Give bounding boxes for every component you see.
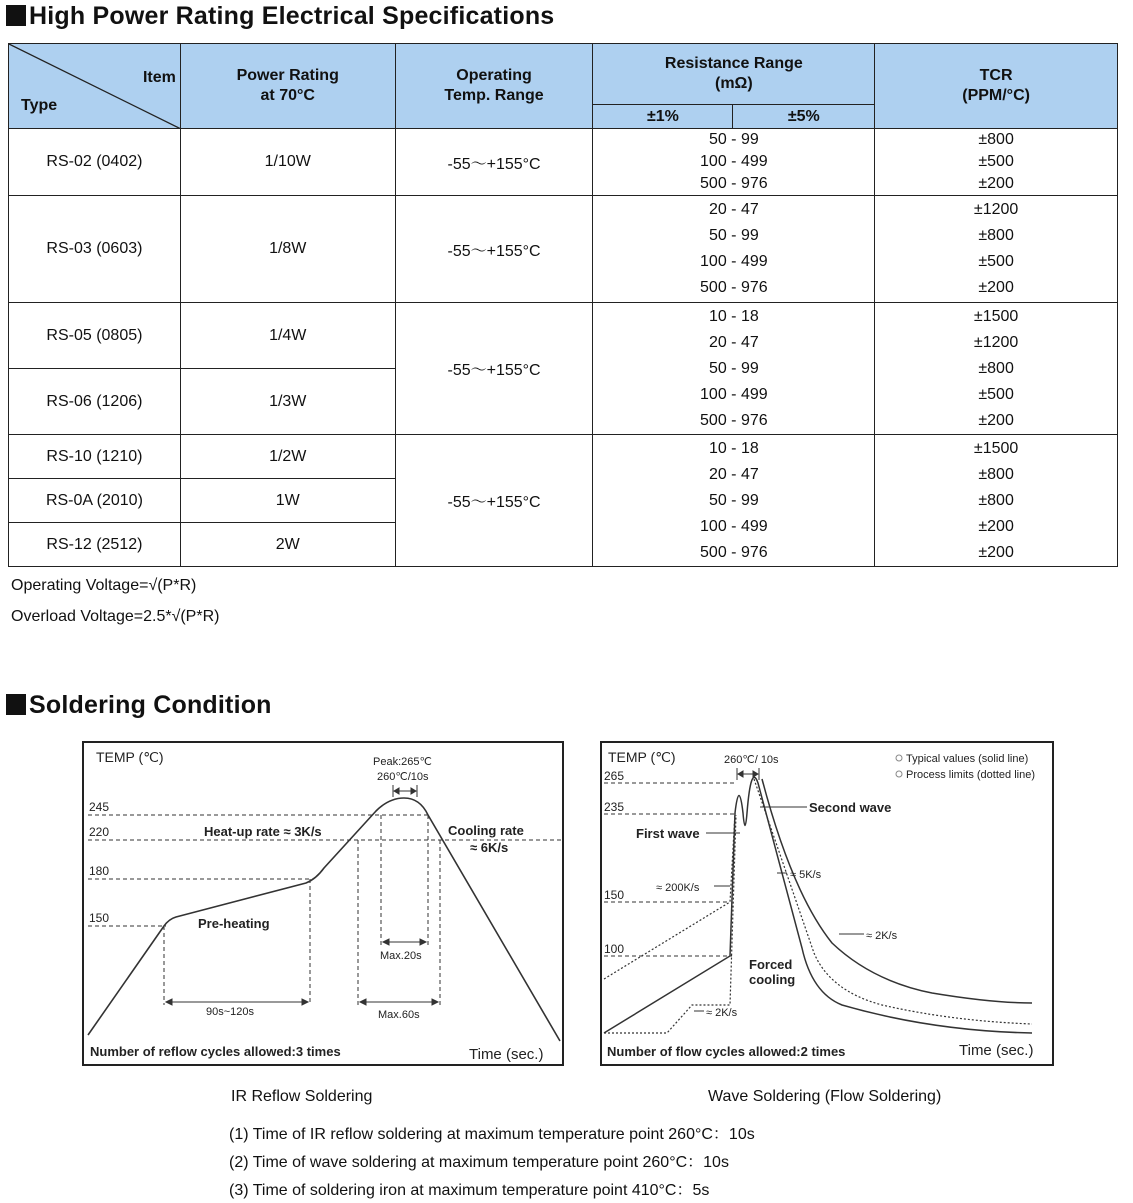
ir-cycles-label: Number of reflow cycles allowed:3 times	[90, 1044, 341, 1059]
temp-cell: -55～+155°C	[395, 196, 593, 303]
tcr-cell	[875, 303, 1118, 435]
res-5pct-header: ±5%	[733, 105, 875, 129]
type-cell: RS-02 (0402)	[9, 129, 181, 196]
tcr-value: ±500	[978, 385, 1014, 403]
resistance-range-value: 100 - 499	[700, 517, 768, 535]
tcr-value: ±200	[978, 517, 1014, 535]
resistance-range-value: 100 - 499	[700, 153, 768, 170]
resistance-header: Resistance Range (mΩ)	[593, 44, 875, 105]
wave-soldering-chart	[600, 741, 1054, 1066]
resistance-range-value: 50 - 99	[708, 227, 759, 244]
wave-tick-100: 100	[604, 942, 625, 956]
resistance-range-value: 500 - 976	[700, 175, 768, 192]
wave-5ks-label: ≈ 5K/s	[790, 869, 822, 881]
power-cell: 1W	[180, 479, 395, 523]
wave-first-label: First wave	[636, 826, 700, 841]
type-cell: RS-05 (0805)	[9, 303, 181, 369]
power-cell: 2W	[180, 523, 395, 567]
temp-header: Operating Temp. Range	[395, 44, 593, 129]
tcr-value: ±200	[978, 175, 1014, 192]
type-cell: RS-03 (0603)	[9, 196, 181, 303]
ir-caption: IR Reflow Soldering	[231, 1088, 373, 1105]
wave-200ks-label: ≈ 200K/s	[656, 882, 700, 894]
solder-note-3: (3) Time of soldering iron at maximum temperature point 410°C：5s	[229, 1182, 710, 1199]
type-label: Type	[21, 97, 58, 114]
spec-table	[8, 43, 1118, 567]
power-cell: 1/2W	[180, 435, 395, 479]
spec-row	[9, 196, 1118, 303]
spec-title: High Power Rating Electrical Specifications	[6, 2, 554, 31]
temp-cell: -55～+155°C	[395, 129, 593, 196]
tcr-value: ±800	[978, 227, 1014, 244]
tcr-value: ±200	[978, 279, 1014, 296]
wave-tick-150: 150	[604, 888, 625, 902]
type-cell: RS-0A (2010)	[9, 479, 181, 523]
ir-time-label: Time (sec.)	[469, 1046, 544, 1063]
res-1pct-header: ±1%	[593, 105, 733, 129]
resistance-range-cell	[593, 129, 875, 196]
tcr-value: ±800	[978, 465, 1014, 483]
tcr-value: ±800	[978, 359, 1014, 377]
wave-legend-limits: Process limits (dotted line)	[906, 769, 1035, 781]
wave-time-label: Time (sec.)	[959, 1042, 1034, 1059]
tcr-value: ±1500	[973, 439, 1019, 457]
tcr-cell	[875, 196, 1118, 303]
wave-second-label: Second wave	[809, 800, 892, 815]
wave-2ks-bottom-label: ≈ 2K/s	[706, 1007, 738, 1019]
ir-tick-220: 220	[89, 825, 110, 839]
tcr-value: ±500	[978, 153, 1014, 170]
wave-cycles-label: Number of flow cycles allowed:2 times	[607, 1044, 846, 1059]
overload-voltage-note: Overload Voltage=2.5*√(P*R)	[11, 608, 220, 625]
ir-peak-label: Peak:265℃	[373, 756, 432, 768]
temp-cell: -55～+155°C	[395, 435, 593, 567]
tcr-cell	[875, 435, 1118, 567]
wave-temp-label: TEMP (℃)	[608, 749, 676, 765]
legend-circle-icon	[896, 771, 902, 777]
resistance-range-value: 50 - 99	[708, 491, 759, 509]
ir-cooling-rate: ≈ 6K/s	[470, 840, 509, 855]
ir-tick-245: 245	[89, 800, 110, 814]
ir-heatup-label: Heat-up rate ≈ 3K/s	[204, 824, 322, 839]
type-cell: RS-12 (2512)	[9, 523, 181, 567]
wave-top-label: 260℃/ 10s	[724, 754, 779, 766]
ir-90-120-label: 90s~120s	[206, 1006, 255, 1018]
ir-preheat-label: Pre-heating	[198, 916, 270, 931]
spec-row	[9, 129, 1118, 196]
resistance-range-value: 20 - 47	[708, 201, 759, 218]
resistance-range-value: 50 - 99	[708, 131, 759, 148]
bullet-square-icon	[6, 5, 26, 26]
wave-caption: Wave Soldering (Flow Soldering)	[708, 1088, 942, 1105]
ir-tick-180: 180	[89, 864, 110, 878]
tcr-value: ±200	[978, 411, 1014, 429]
power-cell: 1/3W	[180, 369, 395, 435]
solder-title: Soldering Condition	[6, 691, 272, 720]
solder-note-1: (1) Time of IR reflow soldering at maximum temperature point 260°C：10s	[229, 1126, 755, 1143]
tcr-value: ±200	[978, 543, 1014, 561]
ir-temp-label: TEMP (℃)	[96, 749, 164, 765]
resistance-range-value: 20 - 47	[708, 465, 759, 483]
ir-max20-label: Max.20s	[380, 950, 422, 962]
resistance-range-value: 500 - 976	[700, 543, 768, 561]
spec-row	[9, 435, 1118, 479]
ir-max60-label: Max.60s	[378, 1009, 420, 1021]
legend-circle-icon	[896, 755, 902, 761]
ir-cooling-label: Cooling rate	[448, 823, 524, 838]
wave-tick-265: 265	[604, 769, 625, 783]
tcr-value: ±500	[978, 253, 1014, 270]
ir-reflow-chart	[82, 741, 564, 1066]
operating-voltage-note: Operating Voltage=√(P*R)	[11, 577, 197, 594]
resistance-range-value: 100 - 499	[700, 253, 768, 270]
tcr-value: ±800	[978, 131, 1014, 148]
tcr-value: ±1200	[973, 201, 1019, 218]
tcr-value: ±800	[978, 491, 1014, 509]
wave-tick-235: 235	[604, 800, 625, 814]
item-label: Item	[142, 69, 176, 86]
power-cell: 1/10W	[180, 129, 395, 196]
power-header: Power Rating at 70°C	[180, 44, 395, 129]
resistance-range-cell	[593, 435, 875, 567]
resistance-range-value: 500 - 976	[700, 411, 768, 429]
type-cell: RS-10 (1210)	[9, 435, 181, 479]
wave-2ks-label: ≈ 2K/s	[866, 930, 898, 942]
solder-note-2: (2) Time of wave soldering at maximum temperature point 260°C：10s	[229, 1154, 729, 1171]
power-cell: 1/4W	[180, 303, 395, 369]
resistance-range-value: 20 - 47	[708, 333, 759, 351]
power-cell: 1/8W	[180, 196, 395, 303]
wave-cooling-label: cooling	[749, 972, 796, 987]
resistance-range-value: 500 - 976	[700, 279, 768, 296]
wave-forced-label: Forced	[749, 957, 793, 972]
bullet-square-icon	[6, 694, 26, 715]
resistance-range-cell	[593, 303, 875, 435]
tcr-header: TCR (PPM/°C)	[875, 44, 1118, 129]
ir-tick-150: 150	[89, 911, 110, 925]
resistance-range-cell	[593, 196, 875, 303]
wave-legend-typical: Typical values (solid line)	[906, 753, 1029, 765]
type-item-header	[9, 44, 181, 129]
tcr-value: ±1200	[973, 333, 1019, 351]
tcr-cell	[875, 129, 1118, 196]
resistance-range-value: 10 - 18	[708, 439, 759, 457]
resistance-range-value: 10 - 18	[708, 307, 759, 325]
resistance-range-value: 50 - 99	[708, 359, 759, 377]
tcr-value: ±1500	[973, 307, 1019, 325]
ir-peak-time-label: 260℃/10s	[377, 771, 429, 783]
type-cell: RS-06 (1206)	[9, 369, 181, 435]
spec-row	[9, 303, 1118, 369]
temp-cell: -55～+155°C	[395, 303, 593, 435]
resistance-range-value: 100 - 499	[700, 385, 768, 403]
